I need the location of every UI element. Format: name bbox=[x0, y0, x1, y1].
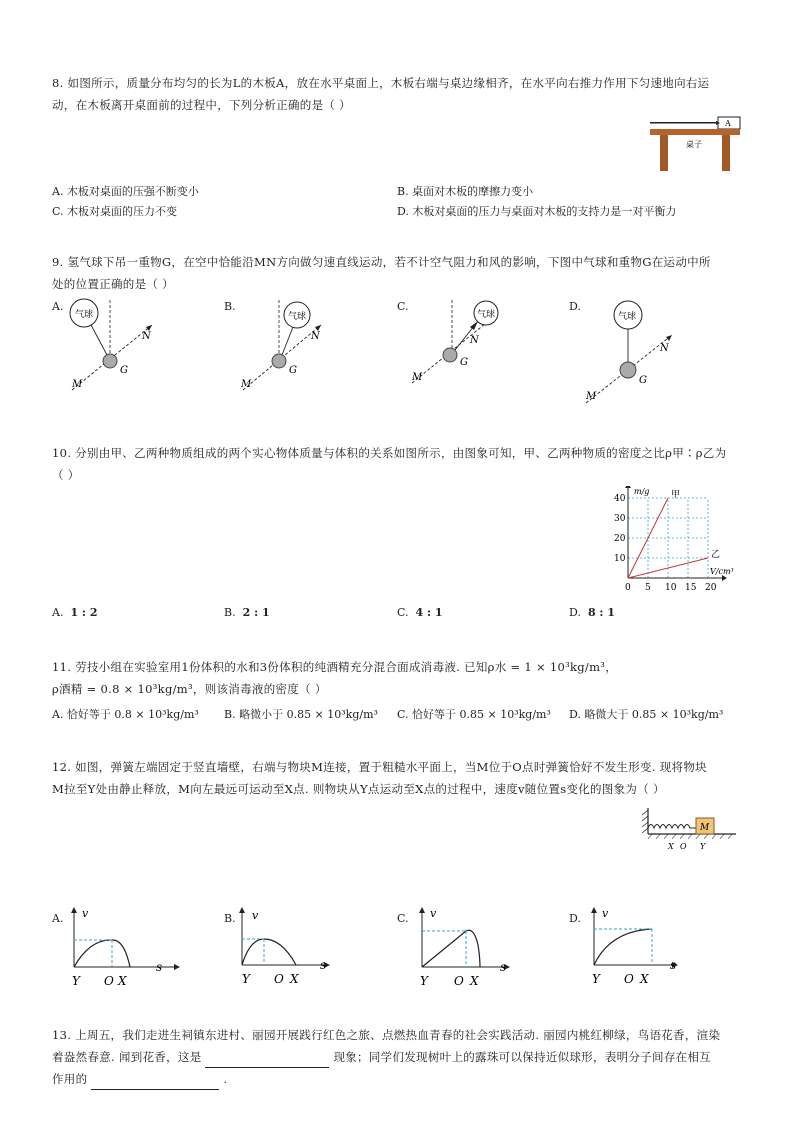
q12-text bbox=[52, 756, 752, 800]
label-n: N bbox=[142, 331, 151, 342]
q8-option-d[interactable]: D. 木板对桌面的压力与桌面对木板的支持力是一对平衡力 bbox=[397, 205, 677, 218]
svg-text:s: s bbox=[670, 958, 677, 972]
q9-figure-d[interactable] bbox=[580, 295, 690, 405]
svg-text:X: X bbox=[290, 972, 299, 986]
q13-line3a: 作用的 bbox=[52, 1072, 88, 1086]
density-chart bbox=[608, 486, 748, 598]
svg-text:O: O bbox=[454, 974, 464, 987]
q12-option-d-letter[interactable]: D. bbox=[569, 912, 581, 925]
svg-text:X: X bbox=[118, 974, 127, 987]
q12-option-c-letter[interactable]: C. bbox=[397, 912, 409, 925]
svg-text:Y: Y bbox=[72, 974, 80, 987]
q11-line2: ρ酒精 = 0.8 × 10³kg/m³，则该消毒液的密度（ ） bbox=[52, 682, 327, 696]
q8-option-c[interactable]: C. 木板对桌面的压力不变 bbox=[52, 205, 178, 218]
svg-text:v: v bbox=[82, 907, 89, 920]
svg-text:O: O bbox=[680, 842, 687, 851]
q13-line3b: . bbox=[223, 1072, 228, 1086]
q8-text bbox=[52, 72, 752, 116]
table-label: 桌子 bbox=[686, 140, 702, 149]
q11-line1: 11. 劳技小组在实验室用1份体积的水和3份体积的纯酒精充分混合面成消毒液. 已知ρ水 = 1 × 10³kg/m³， bbox=[52, 660, 618, 674]
y-tick-label: 30 bbox=[614, 514, 626, 524]
svg-text:Y: Y bbox=[700, 842, 706, 851]
spring-figure bbox=[640, 806, 740, 852]
svg-text:s: s bbox=[156, 960, 163, 974]
q9-option-b-letter[interactable]: B. bbox=[224, 300, 236, 313]
y-tick-label: 40 bbox=[614, 494, 626, 504]
option-value: 2 : 1 bbox=[242, 606, 270, 619]
svg-text:v: v bbox=[602, 907, 609, 920]
q9-figure-a[interactable] bbox=[62, 295, 172, 395]
svg-text:气球: 气球 bbox=[618, 312, 637, 322]
q13-line1: 13. 上周五，我们走进生祠镇东进村、丽园开展践行红色之旅、点燃热血青春的社会实践活动. 丽园内桃红柳绿，鸟语花香，渲染 bbox=[52, 1028, 721, 1042]
option-value: 4 : 1 bbox=[415, 606, 443, 619]
svg-text:G: G bbox=[639, 375, 647, 386]
svg-text:M: M bbox=[586, 391, 597, 402]
svg-text:G: G bbox=[460, 357, 468, 368]
q8-figure bbox=[648, 116, 742, 174]
svg-text:N: N bbox=[311, 331, 320, 342]
q13-line2b: 现象；同学们发现树叶上的露珠可以保持近似球形，表明分子间存在相互 bbox=[333, 1050, 712, 1064]
x-tick-label: 10 bbox=[665, 583, 677, 593]
q11-option-b[interactable]: B. 略微小于 0.85 × 10³kg/m³ bbox=[224, 708, 378, 721]
board-label: A bbox=[725, 119, 731, 128]
x-tick-label: 0 bbox=[625, 583, 631, 593]
y-axis-label: m/g bbox=[634, 487, 650, 496]
x-tick-label: 5 bbox=[645, 583, 651, 593]
q11-option-c[interactable]: C. 恰好等于 0.85 × 10³kg/m³ bbox=[397, 708, 551, 721]
q12-line1: 12. 如图，弹簧左端固定于竖直墙壁，右端与物块M连接，置于粗糙水平面上，当M位于O点时弹簧恰好不发生形变. 现将物块 bbox=[52, 760, 707, 774]
q12-graph-a[interactable] bbox=[62, 905, 182, 987]
svg-text:M: M bbox=[241, 379, 252, 390]
answer-blank-1[interactable] bbox=[205, 1053, 329, 1068]
q12-graph-d[interactable] bbox=[580, 905, 700, 987]
q12-option-a-letter[interactable]: A. bbox=[52, 912, 64, 925]
q13-text bbox=[52, 1024, 752, 1090]
q9-text bbox=[52, 251, 752, 295]
y-tick-label: 20 bbox=[614, 534, 626, 544]
x-axis-label: V/cm³ bbox=[710, 567, 734, 576]
svg-text:G: G bbox=[289, 365, 297, 376]
option-letter: B. bbox=[224, 606, 236, 619]
svg-text:Y: Y bbox=[592, 972, 600, 986]
q10-line1: 10. 分别由甲、乙两种物质组成的两个实心物体质量与体积的关系如图所示，由图象可知，甲、乙两种物质的密度之比ρ甲∶ρ乙为 bbox=[52, 446, 727, 460]
series-label-1: 甲 bbox=[671, 490, 681, 500]
svg-text:Y: Y bbox=[420, 974, 428, 987]
spring bbox=[648, 825, 696, 829]
q9-figure-b[interactable] bbox=[235, 295, 345, 395]
table-leg-right bbox=[722, 135, 730, 171]
q10-option-a[interactable] bbox=[52, 606, 97, 619]
x-tick-label: 15 bbox=[685, 583, 697, 593]
q8-line1: 8. 如图所示，质量分布均匀的长为L的木板A，放在水平桌面上，木板右端与桌边缘相齐，在水平向右推力作用下匀速地向右运 bbox=[52, 76, 710, 90]
option-letter: D. bbox=[569, 606, 581, 619]
q10-line2: （ ） bbox=[52, 468, 80, 482]
svg-text:O: O bbox=[274, 972, 284, 986]
svg-text:O: O bbox=[624, 972, 634, 986]
table-leg-left bbox=[660, 135, 668, 171]
table-top bbox=[650, 129, 740, 135]
svg-text:s: s bbox=[320, 958, 327, 972]
svg-text:v: v bbox=[430, 907, 437, 920]
q10-option-b[interactable] bbox=[224, 606, 270, 619]
svg-text:s: s bbox=[500, 960, 507, 974]
q9-option-a-letter[interactable]: A. bbox=[52, 300, 64, 313]
series-label-2: 乙 bbox=[711, 550, 721, 560]
q8-option-b[interactable]: B. 桌面对木板的摩擦力变小 bbox=[397, 185, 534, 198]
q12-line2: M拉至Y处由静止释放，M向左最远可运动至X点. 则物块从Y点运动至X点的过程中，速度v随位置s变化的图象为（ ） bbox=[52, 782, 665, 796]
q9-line1: 9. 氢气球下吊一重物G，在空中恰能沿MN方向做匀速直线运动，若不计空气阻力和风的影响，下图中气球和重物G在运动中所 bbox=[52, 255, 711, 269]
svg-text:X: X bbox=[668, 842, 674, 851]
svg-text:O: O bbox=[104, 974, 114, 987]
q9-option-d-letter[interactable]: D. bbox=[569, 300, 581, 313]
q9-figure-c[interactable] bbox=[408, 295, 518, 395]
option-value: 1 : 2 bbox=[70, 606, 98, 619]
q8-line2: 动，在木板离开桌面前的过程中，下列分析正确的是（ ） bbox=[52, 98, 351, 112]
q10-option-d[interactable] bbox=[569, 606, 615, 619]
q12-graph-b[interactable] bbox=[234, 905, 354, 987]
balloon-label: 气球 bbox=[75, 310, 94, 320]
y-tick-label: 10 bbox=[614, 554, 626, 564]
svg-text:Y: Y bbox=[242, 972, 250, 986]
option-value: 8 : 1 bbox=[587, 606, 615, 619]
option-letter: A. bbox=[52, 606, 64, 619]
x-tick-label: 20 bbox=[705, 583, 717, 593]
weight-g bbox=[103, 354, 117, 368]
svg-text:气球: 气球 bbox=[288, 312, 307, 322]
block-label: M bbox=[700, 823, 710, 833]
q11-text bbox=[52, 656, 752, 700]
svg-text:气球: 气球 bbox=[477, 310, 496, 320]
q8-option-a[interactable]: A. 木板对桌面的压强不断变小 bbox=[52, 185, 199, 198]
svg-text:v: v bbox=[252, 909, 259, 922]
y-axis-arrow bbox=[625, 486, 631, 488]
q10-option-c[interactable] bbox=[397, 606, 443, 619]
svg-text:X: X bbox=[470, 974, 479, 987]
q11-option-d[interactable]: D. 略微大于 0.85 × 10³kg/m³ bbox=[569, 708, 724, 721]
q13-line2a: 着盎然春意. 闻到花香，这是 bbox=[52, 1050, 202, 1064]
q9-line2: 处的位置正确的是（ ） bbox=[52, 277, 174, 291]
q10-text bbox=[52, 442, 752, 486]
answer-blank-2[interactable] bbox=[91, 1075, 219, 1090]
q12-graph-c[interactable] bbox=[408, 905, 528, 987]
svg-text:X: X bbox=[640, 972, 649, 986]
label-g: G bbox=[120, 365, 128, 376]
option-letter: C. bbox=[397, 606, 409, 619]
svg-text:N: N bbox=[470, 335, 479, 346]
q12-option-b-letter[interactable]: B. bbox=[224, 912, 236, 925]
q11-option-a[interactable]: A. 恰好等于 0.8 × 10³kg/m³ bbox=[52, 708, 199, 721]
q9-option-c-letter[interactable]: C. bbox=[397, 300, 409, 313]
svg-text:N: N bbox=[660, 343, 669, 354]
label-m: M bbox=[72, 379, 83, 390]
svg-text:M: M bbox=[412, 372, 423, 383]
